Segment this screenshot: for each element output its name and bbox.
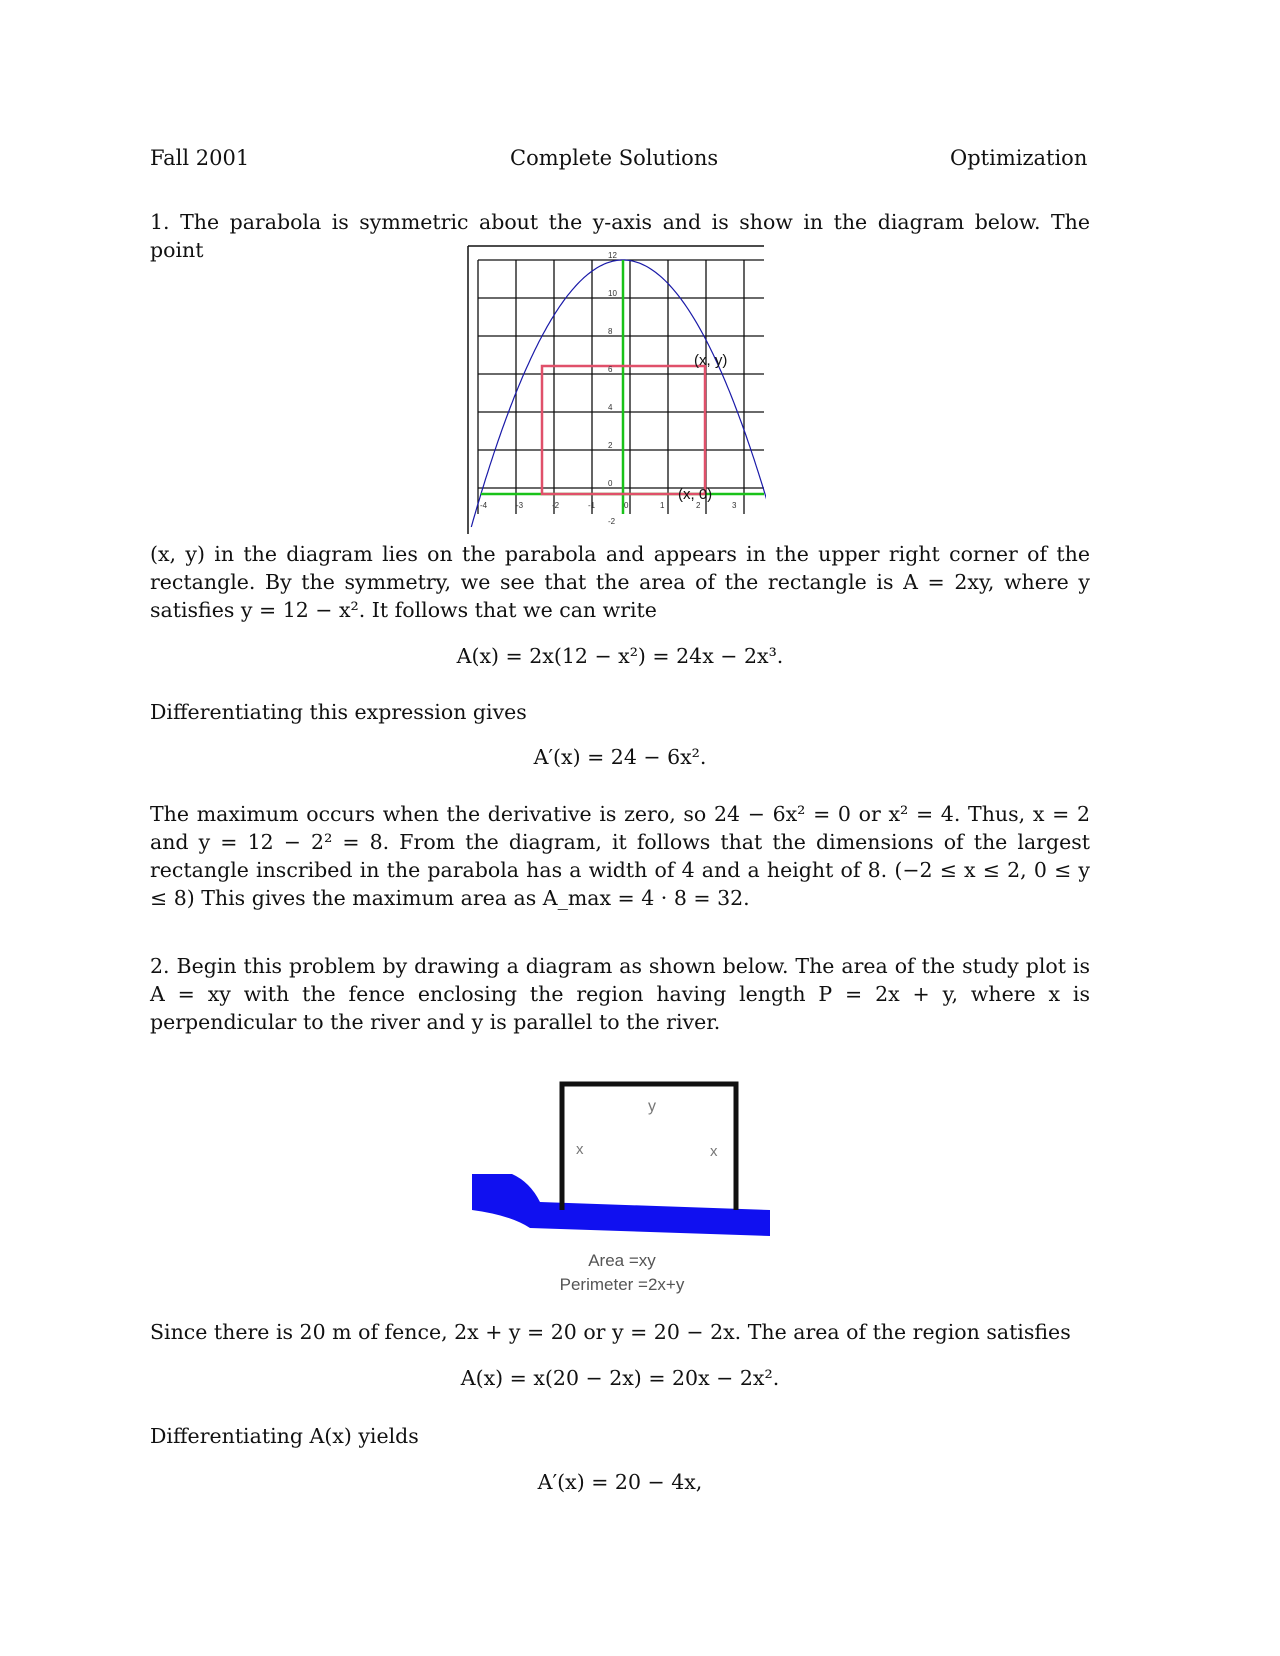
label-y: y xyxy=(648,1098,656,1115)
header-center: Complete Solutions xyxy=(510,146,719,170)
y-tick-label: 6 xyxy=(608,365,613,374)
y-tick-label: -2 xyxy=(608,517,616,526)
caption-area: Area =xy xyxy=(588,1251,656,1270)
y-tick-label: 0 xyxy=(608,479,613,488)
problem1-eq2: A′(x) = 24 − 6x². xyxy=(533,745,707,769)
label-x-left: x xyxy=(576,1141,584,1158)
problem2-para2: Differentiating A(x) yields xyxy=(150,1424,419,1448)
y-tick-label: 10 xyxy=(608,289,617,298)
point-label-x0: (x, 0) xyxy=(678,486,713,503)
header-left: Fall 2001 xyxy=(150,146,250,170)
x-tick-label: 2 xyxy=(696,501,701,510)
y-tick-label: 4 xyxy=(608,403,613,412)
problem1-para3: The maximum occurs when the derivative is zero, so 24 − 6x² = 0 or x² = 4. Thus, x = 2 and y = 12 − 2² = 8. From the diagram, it follows that the dimensions of the largest rectangle inscribed in the parabola has a width of 4 and a height of 8. (−2 ≤ x ≤ 2, 0 ≤ y ≤ 8) This gives the maximum area as A_max = 4 · 8 = 32. xyxy=(150,802,1090,910)
problem2-intro: 2. Begin this problem by drawing a diagram as shown below. The area of the study plot is A = xy with the fence enclosing the region having length P = 2x + y, where x is perpendicular to the river and y is parallel to the river. xyxy=(150,954,1090,1034)
x-tick-label: 0 xyxy=(624,501,629,510)
parabola-diagram xyxy=(466,244,766,536)
point-label-xy: (x, y) xyxy=(694,352,728,369)
x-tick-label: -2 xyxy=(552,501,560,510)
river xyxy=(472,1174,770,1236)
problem2-para1: Since there is 20 m of fence, 2x + y = 20 or y = 20 − 2x. The area of the region satisfies xyxy=(150,1320,1071,1344)
x-tick-label: -1 xyxy=(588,501,596,510)
problem2-eq1: A(x) = x(20 − 2x) = 20x − 2x². xyxy=(460,1366,780,1390)
x-tick-label: 3 xyxy=(732,501,737,510)
y-tick-label: 8 xyxy=(608,327,613,336)
x-tick-label: -3 xyxy=(516,501,524,510)
problem1-para1: (x, y) in the diagram lies on the parabola and appears in the upper right corner of the rectangle. By the symmetry, we see that the area of the rectangle is A = 2xy, where y satisfies y = 12 − x². It follows that we can write xyxy=(150,542,1090,622)
problem1-eq1: A(x) = 2x(12 − x²) = 24x − 2x³. xyxy=(456,644,784,668)
problem1-para2: Differentiating this expression gives xyxy=(150,700,527,724)
label-x-right: x xyxy=(710,1143,718,1160)
problem2-eq2: A′(x) = 20 − 4x, xyxy=(537,1470,703,1494)
x-tick-label: -4 xyxy=(480,501,488,510)
problem1-intro: 1. The parabola is symmetric about the y-axis and is show in the diagram below. The point xyxy=(150,210,1090,262)
caption-perimeter: Perimeter =2x+y xyxy=(559,1275,685,1294)
y-tick-label: 12 xyxy=(608,251,617,260)
fence-diagram xyxy=(470,1080,780,1310)
header-right: Optimization xyxy=(950,146,1088,170)
y-tick-label: 2 xyxy=(608,441,613,450)
x-tick-label: 1 xyxy=(660,501,665,510)
